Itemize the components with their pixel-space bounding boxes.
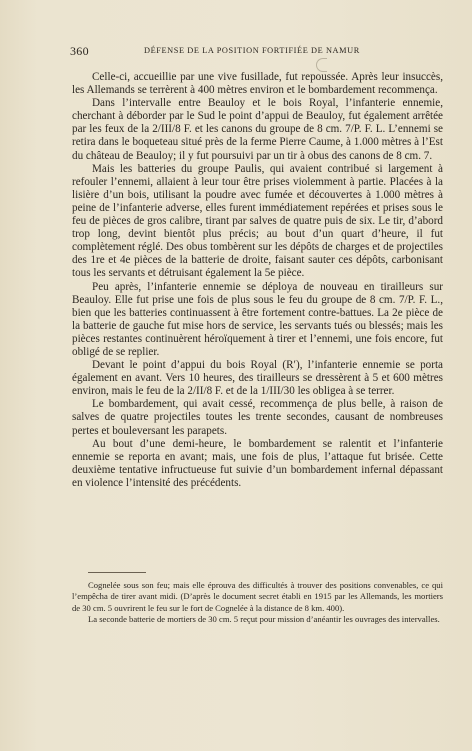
paragraph: Au bout d’une demi-heure, le bombardement se ralentit et l’infanterie ennemie se reporta en avant; mais, une fois de plus, l’attaque fut brisée. Cette deuxième tentative infructueuse fut suivie d’un bombardement infernal dépassant en violence l’intensité des précédents. [72,437,443,489]
paragraph: Dans l’intervalle entre Beauloy et le bois Royal, l’infanterie ennemie, cherchant à déborder par le Sud le point d’appui de Beauloy, fut également arrêtée par les feux de la 2/III/8 F. et les canons du groupe de 8 cm. 7/P. F. L. L’ennemi se retira dans le boqueteau situé près de la ferme Pierre Caume, à 1.000 mètres à l’Est du château de Beauloy; il y fut poursuivi par un tir à obus des canons de 8 cm. 7. [72,97,443,162]
footnotes [72,580,443,625]
footnote: Cognelée sous son feu; mais elle éprouva des difficultés à trouver des positions convenables, ce qui l’empêcha de tirer avant midi. (D’après le document secret établi en 1915 par les Allemands, les mortiers de 30 cm. 5 ouvrirent le feu sur le fort de Cognelée à la distance de 8 km. 400). [72,580,443,613]
paragraph: Mais les batteries du groupe Paulis, qui avaient contribué si largement à refouler l’ennemi, allaient à leur tour être prises violemment à partie. Placées à la lisière d’un bois, utilisant la poudre avec fumée et découvertes à 1.000 mètres à peine de l’infanterie adverse, elles furent immédiatement repérées et prises sous le feu de pièces de gros calibre, tirant par salves de quatre puis de six. Le tir, d’abord trop long, devint bientôt plus précis; au bout d’un quart d’heure, il fut complètement réglé. Des obus tombèrent sur les dépôts de charges et de projectiles des 1re et 4e pièces de la batterie de droite, faisant sauter ces dépôts, carbonisant tous les servants et détruisant également la 5e pièce. [72,162,443,280]
pencil-mark [316,58,327,72]
footnote: La seconde batterie de mortiers de 30 cm. 5 reçut pour mission d’anéantir les ouvrages des intervalles. [88,613,440,624]
paragraph: Le bombardement, qui avait cessé, recommença de plus belle, à raison de salves de quatre projectiles toutes les trente secondes, causant de nombreuses pertes et bouleversant les parapets. [72,398,443,437]
body-text [72,71,443,490]
running-title: DÉFENSE DE LA POSITION FORTIFIÉE DE NAMUR [144,46,360,55]
page-header [70,44,442,58]
footnote-divider [88,572,146,573]
page-number: 360 [70,44,89,58]
paragraph: Celle-ci, accueillie par une vive fusillade, fut repoussée. Après leur insuccès, les Allemands se terrèrent à 400 mètres environ et le bombardement recommença. [72,71,443,97]
paragraph: Devant le point d’appui du bois Royal (R′), l’infanterie ennemie se porta également en avant. Vers 10 heures, des tirailleurs se dressèrent à 5 et 600 mètres environ, mais le feu de la 2/II/8 F. et de la 1/III/30 les obligea à se terrer. [72,359,443,398]
paragraph: Peu après, l’infanterie ennemie se déploya de nouveau en tirailleurs sur Beauloy. Elle fut prise une fois de plus sous le feu du groupe de 8 cm. 7/P. F. L., bien que les batteries continuassent à être fortement contre-battues. La 2e pièce de la batterie de gauche fut mise hors de service, les servants tués ou blessés; mais les pièces restantes continuèrent héroïquement à tirer et l’ennemi, une fois encore, fut obligé de se replier. [72,280,443,358]
